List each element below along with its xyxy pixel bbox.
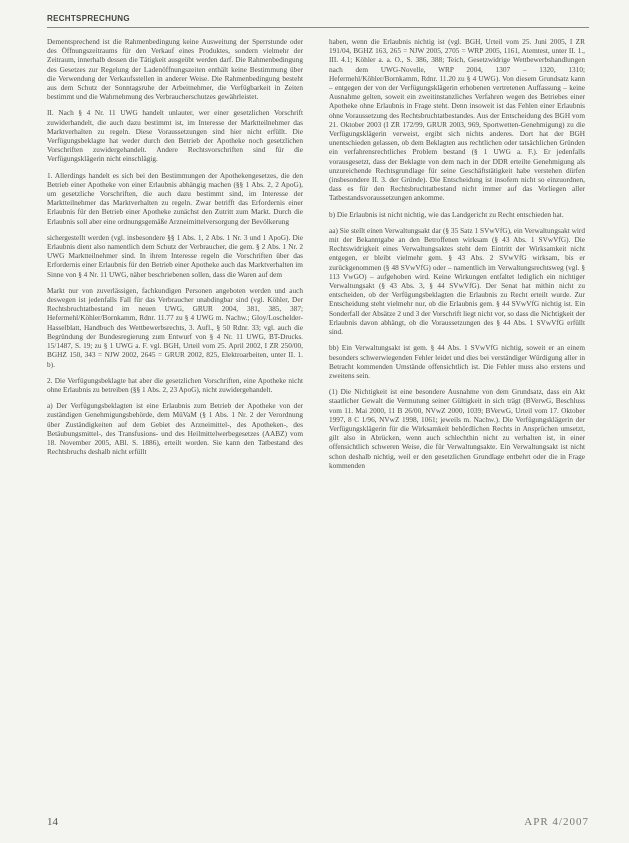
- left-column: [47, 37, 303, 815]
- journal-issue: APR 4/2007: [524, 816, 589, 828]
- paragraph: aa) Sie stellt einen Verwaltungsakt dar (§ 35 Satz 1 SVwVfG), ein Verwaltungsakt wird mit der Bekanntgabe an den Betroffenen wirksam (§ 43 Abs. 1 SVwVfG). Die Rechtswidrigkeit eines Verwaltungsaktes steht dem Eintritt der Wirksamkeit nicht entgegen, er bleibt vielmehr gem. § 43 Abs. 2 SVwVfG wirksam, bis er zurückgenommen (§ 48 SVwVfG) oder – namentlich im Verwaltungsrechtsweg (vgl. § 113 VwGO) – aufgehoben wird. Keine Wirkungen entfaltet lediglich ein nichtiger Verwaltungsakt (§ 43 Abs. 3, § 44 SVwVfG). Der Senat hat mithin nicht zu entscheiden, ob der Verfügungsbeklagten die Erlaubnis zu Recht erteilt wurde. Zur Entscheidung steht vielmehr nur, ob die Erlaubnis gem. § 44 SVwVfG nichtig ist. Ein Sonderfall der Absätze 2 und 3 der Vorschrift liegt nicht vor, so dass die Nichtigkeit der Erlaubnis davon abhängt, ob die Voraussetzungen des § 44 Abs. 1 SVwVfG erfüllt sind.: [329, 225, 585, 337]
- section-header: RECHTSPRECHUNG: [47, 14, 130, 23]
- header-divider: [47, 27, 589, 28]
- paragraph: a) Der Verfügungsbeklagten ist eine Erlaubnis zum Betrieb der Apotheke von der zuständigen Genehmigungsbehörde, dem MüVaM (§ 1 Abs. 1 Nr. 2 der Verordnung über Zuständigkeiten auf dem Gebiet des Arzneimittel-, des Apotheken-, des Betäubungsmittel-, des Transfusions- und des Heilmittelwerbegesetzes (AABZ) vom 18. November 2005, ABl. S. 1886), erteilt worden. Sie kann den Tatbestand des Rechtsbruchs deshalb nicht erfüllt: [47, 401, 303, 457]
- paragraph: II. Nach § 4 Nr. 11 UWG handelt unlauter, wer einer gesetzlichen Vorschrift zuwiderhandelt, die auch dazu bestimmt ist, im Interesse der Marktteilnehmer das Marktverhalten zu regeln. Diese Voraussetzungen sind hier nicht erfüllt. Die Verfügungsbeklagte hat weder durch den Betrieb der Apotheke noch gesetzlichen Vorschriften zuwidergehandelt. Andere Rechtsvorschriften sind für die Verfügungsklägerin nicht einschlägig.: [47, 108, 303, 164]
- paragraph: bb) Ein Verwaltungsakt ist gem. § 44 Abs. 1 SVwVfG nichtig, soweit er an einem besonders schwerwiegenden Fehler leidet und dies bei verständiger Würdigung aller in Betracht kommenden Umstände offensichtlich ist. Die Fehler muss also erstens und zweitens sein.: [329, 343, 585, 380]
- page-number: 14: [47, 816, 58, 828]
- page-footer: [47, 816, 589, 830]
- paragraph: (1) Die Nichtigkeit ist eine besondere Ausnahme von dem Grundsatz, dass ein Akt staatlicher Gewalt die Vermutung seiner Gültigkeit in sich trägt (BVerwG, Beschluss vom 11. Mai 2000, 11 B 26/00, NVwZ 2000, 1039; BVerwG, Urteil vom 17. Oktober 1997, 8 C 1/96, NVwZ 1998, 1061; jeweils m. Nachw.). Die Verfügungsklägerin der Verfügungsklägerin für die Wirksamkeit behördlichen Rechts in Ansprüchen umsetzt, gilt also in Abrücken, wenn auch schlechthin nicht zu verhalten ist, in einer offensichtlich schweren Weise, die für Verwaltungsakte. Ein Verwaltungsakt ist nicht schon deshalb nichtig, weil er den gesetzlichen Grundlage entbehrt oder die in Frage kommenden: [329, 387, 585, 470]
- paragraph: Dementsprechend ist die Rahmenbedingung keine Ausweitung der Sperrstunde oder des Öffnungszeitraums für den Verkauf eines Produktes, sondern vielmehr der Zeitraum, innerhalb dessen die Tätigkeit ausgeübt werden darf. Die Rahmenbedingung des Gesetzes zur Regelung der Ladenöffnungszeiten enthält keine Bestimmung über die Verwendung der Verkaufsstellen in anderer Weise. Die Rahmenbedingung besteht aus dem Schutz der Sonntagsruhe der Arbeitnehmer, die Verfügbarkeit in Zeiten bestimmt und die Wahrnehmung des Verbraucherschutzes gewährleistet.: [47, 37, 303, 102]
- paragraph: Markt nur von zuverlässigen, fachkundigen Personen angeboten werden und auch deswegen ist jedenfalls Fall für das Verbraucher unabdingbar sind (vgl. Köhler, Der Rechtsbruchtatbestand im neuen UWG, GRUR 2004, 381, 385, 387; Hefermehl/Köhler/Bornkamm, Rdnr. 11.77 zu § 4 UWG m. Nachw.; Gloy/Loschelder-Hasselblatt, Handbuch des Wettbewerbsrechts, 3. Aufl., § 50 Rdnr. 33; vgl. auch die Begründung der Bundesregierung zum Entwurf von § 4 Nr. 11 UWG, BT-Drucks. 15/1487, S. 19; zu § 1 UWG a. F. vgl. BGH, Urteil vom 25. April 2002, I ZR 250/00, BGHZ 150, 343 = NJW 2002, 2645 = GRUR 2002, 825, Elektroarbeiten, unter II. 1. b).: [47, 285, 303, 369]
- paragraph: haben, wenn die Erlaubnis nichtig ist (vgl. BGH, Urteil vom 25. Juni 2005, I ZR 191/04, BGHZ 163, 265 = NJW 2005, 2705 = WRP 2005, 1161, Atemtest, unter II. 1., III. 4.1; Köhler a. a. O., S. 386, 388; Teich, Gesetzwidrige Wettbewerbshandlungen nach dem UWG-Novelle, WRP 2004, 1307 – 1320, 1310; Hefermehl/Köhler/Bornkamm, Rdnr. 11.20 zu § 4 UWG). Von diesem Grundsatz kann – entgegen der von der Verfügungsklägerin erhobenen vertretenen Auffassung – keine Ausnahme gelten, soweit ein zweitinstanzliches Verfahren wegen des Betriebes einer Apotheke ohne Erlaubnis in Frage steht. Denn insoweit ist das Fehlen einer Erlaubnis ohne Voraussetzung des Rechtsbruchtatbestandes. Aus der Entscheidung des BGH vom 21. Oktober 2003 (I ZR 172/99, GRUR 2003, 969, Sportwetten-Genehmigung) zu die Verfügungsklägerin verweist, ergibt sich nichts anderes. Dort hat der BGH unentschieden gelassen, ob dem Beklagten aus rechtlichen oder tatsächlichen Gründen ein verfahrensrechtliches Problem bestand (§ 1 UWG a. F.). Er jedenfalls vorausgesetzt, dass der Beklagte von dem nach in der DDR erteilte Genehmigung als unzureichende Rechtsgrundlage für seine Geschäftstätigkeit habe verstehen dürfen (insbesondere II. 3. der Gründe). Die Entscheidung ist insofern nicht so einzuordnen, dass es für den Rechtsbruchtatbestand nicht immer auf das Vorliegen aller Tatbestandsvoraussetzungen ankomme.: [329, 37, 585, 203]
- paragraph: 1. Allerdings handelt es sich bei den Bestimmungen der Apothekengesetzes, die den Betrieb einer Apotheke von einer Erlaubnis abhängig machen (§§ 1 Abs. 2, 2 ApoG), um gesetzliche Vorschriften, die auch dazu bestimmt sind, im Interesse der Marktteilnehmer das Marktverhalten zu regeln. Zwar betrifft das Erfordernis einer Erlaubnis für den Betrieb einer Apotheke zunächst den Zutritt zum Markt. Durch die Erlaubnis soll aber eine ordnungsgemäße Arzneimittelversorgung der Bevölkerung: [47, 170, 303, 226]
- paragraph: 2. Die Verfügungsbeklagte hat aber die gesetzlichen Vorschriften, eine Apotheke nicht ohne Erlaubnis zu betreiben (§§ 1 Abs. 2, 23 ApoG), nicht zuwidergehandelt.: [47, 375, 303, 394]
- right-column: [329, 37, 585, 815]
- paragraph: sichergestellt werden (vgl. insbesondere §§ 1 Abs. 1, 2 Abs. 1 Nr. 3 und 1 ApoG). Die Erlaubnis dient also namentlich dem Schutz der Verbraucher, die gem. § 2 Abs. 1 Nr. 2 UWG Marktteilnehmer sind. In ihrem Interesse regeln die Vorschriften über das Erfordernis einer Erlaubnis für den Betrieb einer Apotheke auch das Marktverhalten im Sinne von § 4 Nr. 11 UWG, näher beschriebenen sollen, dass die Waren auf dem: [47, 232, 303, 279]
- paragraph: b) Die Erlaubnis ist nicht nichtig, wie das Landgericht zu Recht entschieden hat.: [329, 209, 564, 219]
